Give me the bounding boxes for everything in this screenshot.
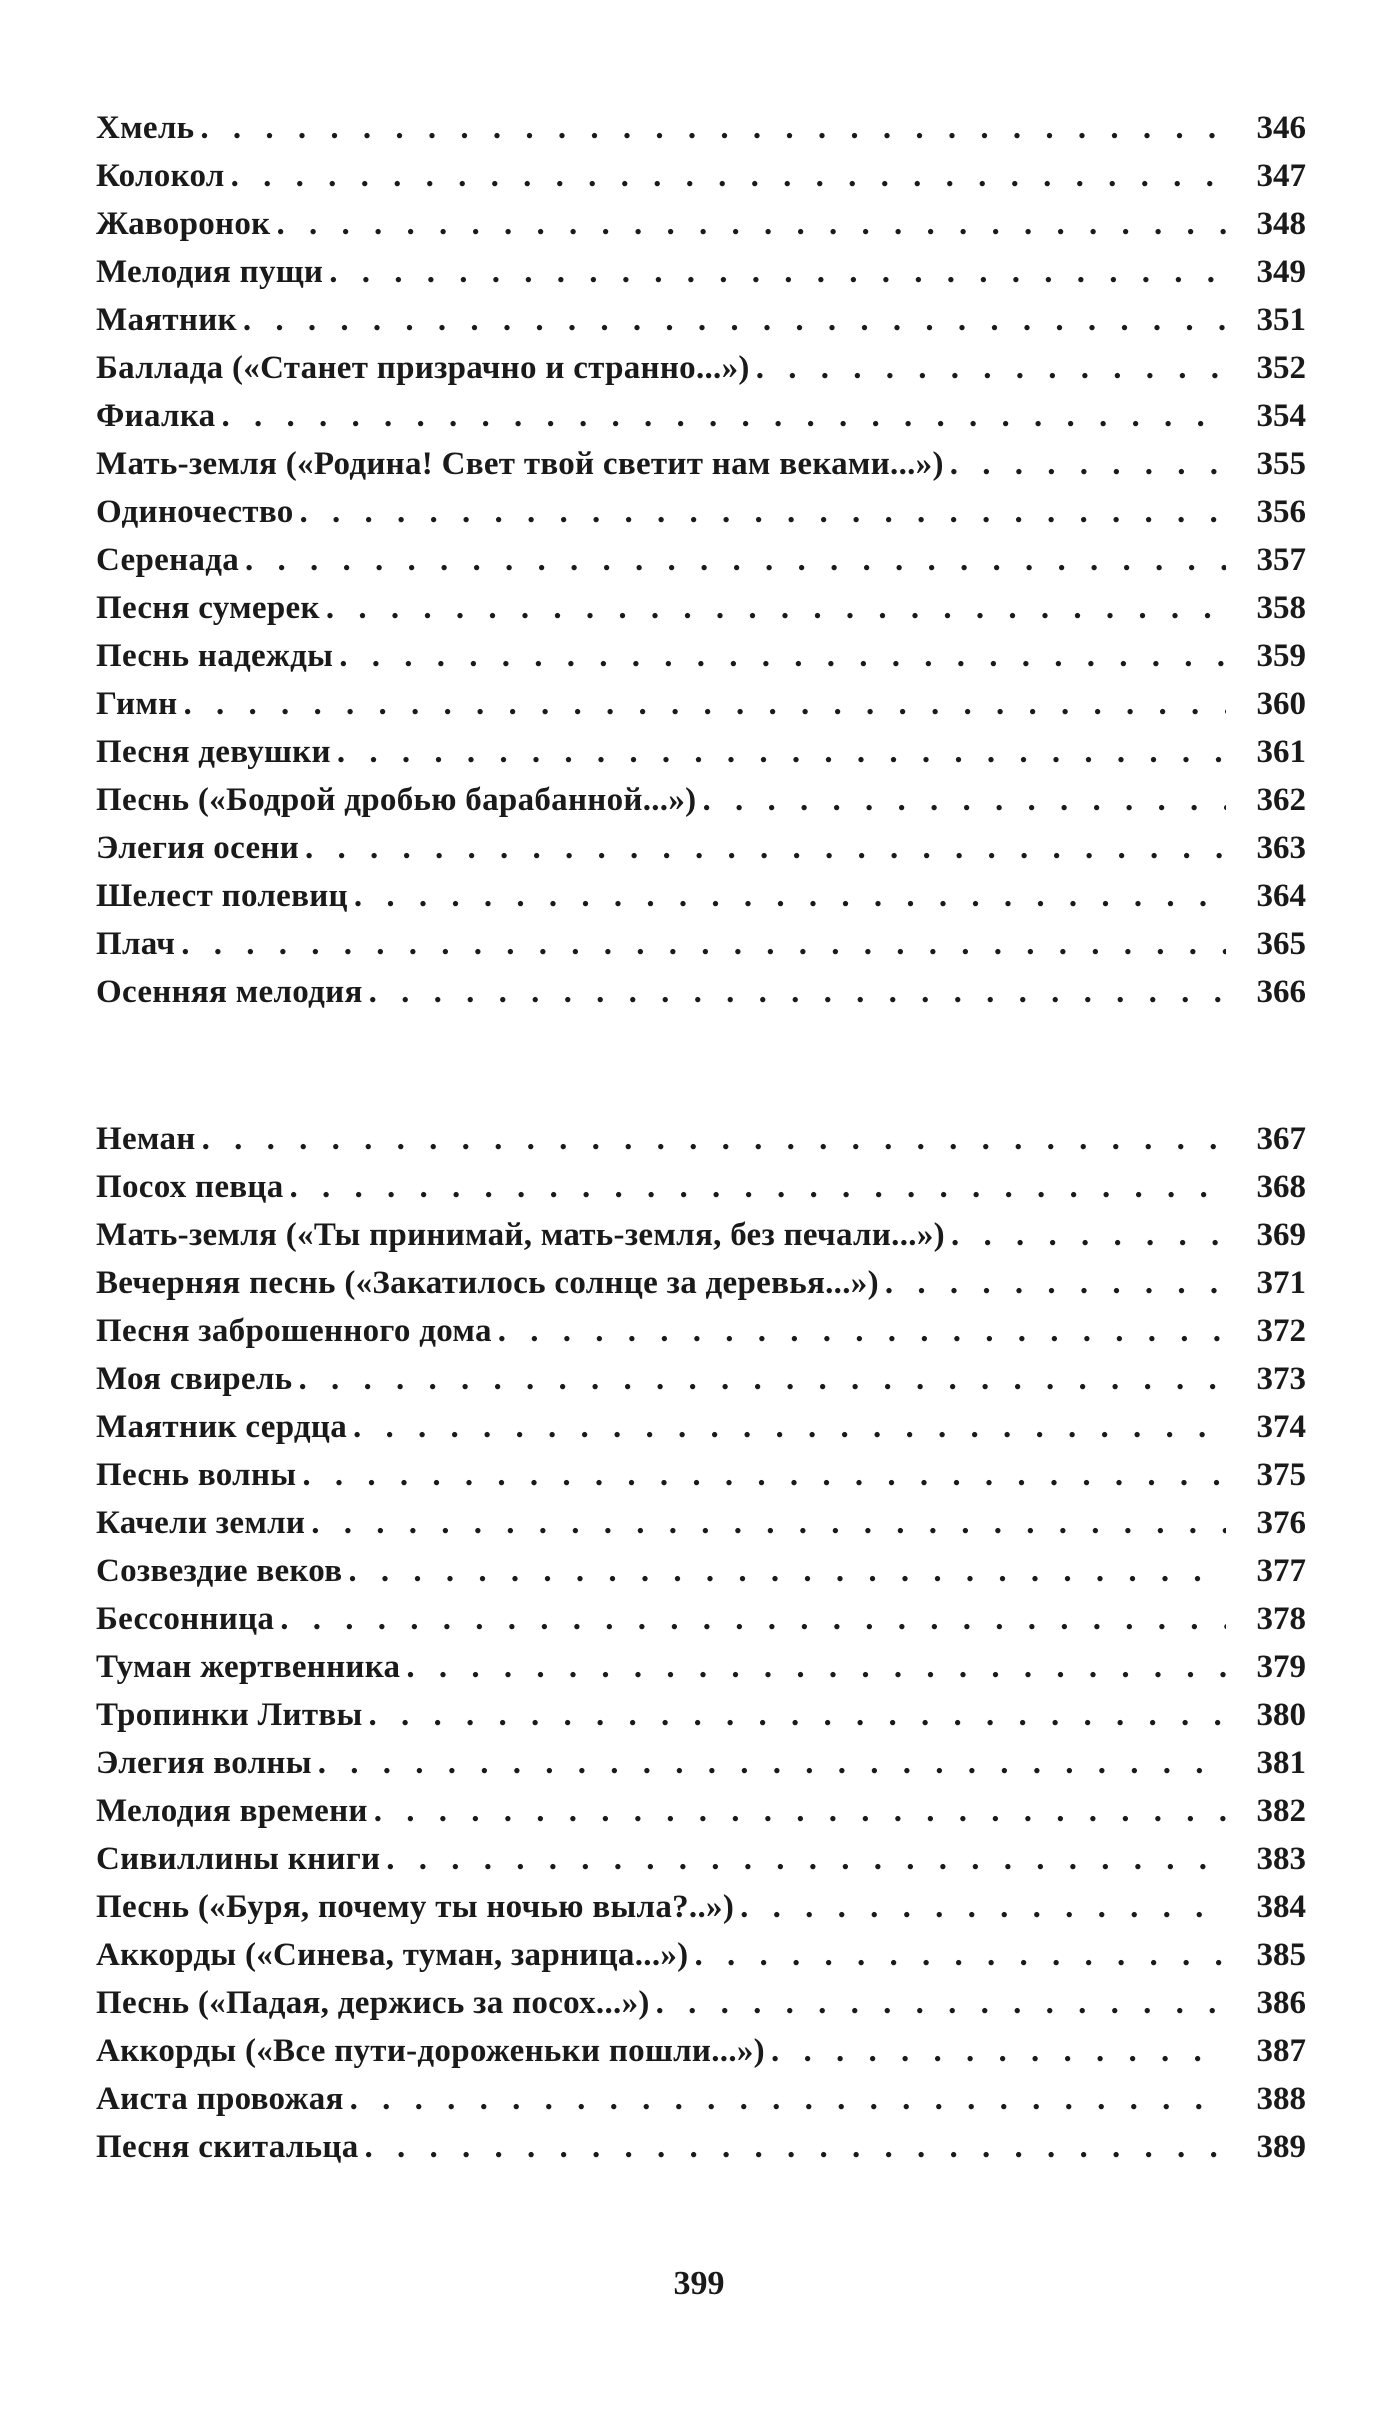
toc-entry-title: Мелодия времени	[96, 1793, 368, 1829]
toc-entry-page: 369	[1256, 1217, 1306, 1253]
toc-entry-title: Туман жертвенника	[96, 1649, 401, 1685]
dot-leader	[885, 1259, 1226, 1307]
toc-entry-page: 351	[1256, 302, 1306, 338]
toc-entry-title: Качели земли	[96, 1505, 306, 1541]
toc-entry-title: Аккорды («Все пути-дороженьки пошли...»)	[96, 2033, 765, 2069]
toc-entry-page: 362	[1256, 782, 1306, 818]
toc-entry-page: 359	[1256, 638, 1306, 674]
toc-entry-page: 371	[1256, 1265, 1306, 1301]
toc-entry	[96, 1883, 1306, 1931]
dot-leader	[950, 440, 1226, 488]
toc-entry	[96, 1643, 1306, 1691]
toc-entry	[96, 728, 1306, 776]
toc-entry-title: Элегия осени	[96, 830, 300, 866]
toc-entry-title: Серенада	[96, 542, 239, 578]
dot-leader	[498, 1307, 1226, 1355]
dot-leader	[374, 1787, 1226, 1835]
toc-entry	[96, 1307, 1306, 1355]
toc-entry-title: Моя свирель	[96, 1361, 293, 1397]
toc-entry	[96, 200, 1306, 248]
toc-entry-title: Песнь («Падая, держись за посох...»)	[96, 1985, 650, 2021]
dot-leader	[740, 1883, 1226, 1931]
toc-entry-title: Мать-земля («Родина! Свет твой светит нам веками...»)	[96, 446, 944, 482]
dot-leader	[311, 1499, 1226, 1547]
toc-entry-title: Жаворонок	[96, 206, 271, 242]
toc-entry-page: 379	[1256, 1649, 1306, 1685]
dot-leader	[365, 2123, 1226, 2171]
toc-entry-page: 381	[1256, 1745, 1306, 1781]
toc-entry-page: 360	[1256, 686, 1306, 722]
dot-leader	[326, 584, 1226, 632]
toc-entry-title: Мелодия пущи	[96, 254, 324, 290]
dot-leader	[300, 488, 1226, 536]
toc-entry	[96, 536, 1306, 584]
dot-leader	[231, 152, 1226, 200]
toc-entry-title: Осенняя мелодия	[96, 974, 363, 1010]
toc-entry-title: Песня девушки	[96, 734, 331, 770]
toc-entry-title: Песнь («Бодрой дробью барабанной...»)	[96, 782, 697, 818]
toc-entry-page: 348	[1256, 206, 1306, 242]
dot-leader	[318, 1739, 1226, 1787]
dot-leader	[350, 2075, 1226, 2123]
toc-entry-title: Плач	[96, 926, 176, 962]
dot-leader	[353, 1403, 1226, 1451]
dot-leader	[406, 1643, 1226, 1691]
toc-entry-title: Гимн	[96, 686, 178, 722]
toc-entry	[96, 392, 1306, 440]
dot-leader	[386, 1835, 1226, 1883]
toc-entry	[96, 1691, 1306, 1739]
toc-entry	[96, 1211, 1306, 1259]
toc-entry-title: Вечерняя песнь («Закатилось солнце за деревья...»)	[96, 1265, 879, 1301]
dot-leader	[702, 776, 1226, 824]
toc-entry-page: 376	[1256, 1505, 1306, 1541]
page-number: 399	[673, 2265, 725, 2302]
toc-entry-page: 355	[1256, 446, 1306, 482]
toc-entry	[96, 2027, 1306, 2075]
dot-leader	[202, 1115, 1226, 1163]
toc-entry	[96, 920, 1306, 968]
dot-leader	[339, 632, 1226, 680]
dot-leader	[369, 968, 1226, 1016]
toc-entry	[96, 296, 1306, 344]
dot-leader	[298, 1355, 1226, 1403]
toc-entry-page: 378	[1256, 1601, 1306, 1637]
dot-leader	[200, 104, 1226, 152]
dot-leader	[329, 248, 1226, 296]
toc-entry	[96, 1499, 1306, 1547]
toc-entry-title: Бессонница	[96, 1601, 275, 1637]
toc-section-1	[96, 104, 1306, 1016]
toc-entry	[96, 1835, 1306, 1883]
dot-leader	[280, 1595, 1226, 1643]
toc-entry	[96, 152, 1306, 200]
toc-entry-title: Маятник сердца	[96, 1409, 348, 1445]
dot-leader	[302, 1451, 1226, 1499]
toc-entry	[96, 1979, 1306, 2027]
toc-entry-title: Шелест полевиц	[96, 878, 348, 914]
toc-entry	[96, 2123, 1306, 2171]
toc-entry-page: 384	[1256, 1889, 1306, 1925]
toc-entry-title: Маятник	[96, 302, 237, 338]
toc-entry	[96, 776, 1306, 824]
toc-entry-page: 358	[1256, 590, 1306, 626]
toc-entry-title: Неман	[96, 1121, 196, 1157]
toc-entry-page: 356	[1256, 494, 1306, 530]
toc-entry-page: 377	[1256, 1553, 1306, 1589]
dot-leader	[181, 920, 1226, 968]
toc-entry-page: 364	[1256, 878, 1306, 914]
toc-entry-page: 374	[1256, 1409, 1306, 1445]
toc-entry-title: Созвездие веков	[96, 1553, 343, 1589]
toc-entry-title: Аккорды («Синева, туман, зарница...»)	[96, 1937, 689, 1973]
toc-entry	[96, 440, 1306, 488]
toc-entry	[96, 1355, 1306, 1403]
toc-entry	[96, 968, 1306, 1016]
toc-entry-page: 361	[1256, 734, 1306, 770]
toc-entry-title: Мать-земля («Ты принимай, мать-земля, без печали...»)	[96, 1217, 945, 1253]
toc-entry	[96, 1259, 1306, 1307]
toc-entry	[96, 1931, 1306, 1979]
toc-entry-page: 385	[1256, 1937, 1306, 1973]
toc-section-2	[96, 1115, 1306, 2171]
toc-entry-title: Хмель	[96, 110, 195, 146]
toc-entry	[96, 1787, 1306, 1835]
toc-entry-page: 365	[1256, 926, 1306, 962]
toc-entry-title: Одиночество	[96, 494, 294, 530]
toc-entry-title: Баллада («Станет призрачно и странно...»)	[96, 350, 750, 386]
toc-entry-title: Песнь надежды	[96, 638, 334, 674]
dot-leader	[656, 1979, 1226, 2027]
toc-entry-title: Песнь («Буря, почему ты ночью выла?..»)	[96, 1889, 735, 1925]
dot-leader	[243, 296, 1226, 344]
toc-entry-page: 367	[1256, 1121, 1306, 1157]
dot-leader	[183, 680, 1226, 728]
toc-entry-page: 352	[1256, 350, 1306, 386]
dot-leader	[337, 728, 1226, 776]
dot-leader	[276, 200, 1226, 248]
toc-entry-title: Сивиллины книги	[96, 1841, 381, 1877]
dot-leader	[290, 1163, 1226, 1211]
toc-entry	[96, 872, 1306, 920]
dot-leader	[354, 872, 1226, 920]
toc-entry-page: 363	[1256, 830, 1306, 866]
toc-entry	[96, 1163, 1306, 1211]
toc-entry-title: Тропинки Литвы	[96, 1697, 363, 1733]
toc-entry-page: 375	[1256, 1457, 1306, 1493]
toc-entry-page: 389	[1256, 2129, 1306, 2165]
toc-entry-title: Песнь волны	[96, 1457, 297, 1493]
toc-entry-page: 388	[1256, 2081, 1306, 2117]
dot-leader	[305, 824, 1226, 872]
dot-leader	[694, 1931, 1226, 1979]
toc-entry-title: Песня скитальца	[96, 2129, 359, 2165]
toc-entry	[96, 344, 1306, 392]
toc-entry-page: 357	[1256, 542, 1306, 578]
toc-entry-title: Элегия волны	[96, 1745, 312, 1781]
toc-entry-page: 354	[1256, 398, 1306, 434]
toc-entry	[96, 1739, 1306, 1787]
toc-entry-page: 387	[1256, 2033, 1306, 2069]
toc-entry-page: 386	[1256, 1985, 1306, 2021]
toc-entry-title: Фиалка	[96, 398, 216, 434]
toc-entry-title: Посох певца	[96, 1169, 284, 1205]
toc-entry-page: 373	[1256, 1361, 1306, 1397]
toc-entry	[96, 584, 1306, 632]
dot-leader	[221, 392, 1226, 440]
toc-entry-page: 368	[1256, 1169, 1306, 1205]
toc-entry-page: 347	[1256, 158, 1306, 194]
toc-entry	[96, 1403, 1306, 1451]
toc-entry	[96, 632, 1306, 680]
toc-entry-page: 366	[1256, 974, 1306, 1010]
toc-entry	[96, 488, 1306, 536]
toc-entry-page: 380	[1256, 1697, 1306, 1733]
toc-entry	[96, 680, 1306, 728]
toc-entry-title: Аиста провожая	[96, 2081, 344, 2117]
toc-entry	[96, 2075, 1306, 2123]
toc-entry	[96, 824, 1306, 872]
toc-entry-page: 349	[1256, 254, 1306, 290]
toc-entry	[96, 1547, 1306, 1595]
toc-entry	[96, 1115, 1306, 1163]
dot-leader	[951, 1211, 1226, 1259]
toc-entry	[96, 1595, 1306, 1643]
toc-entry	[96, 104, 1306, 152]
toc-entry	[96, 1451, 1306, 1499]
dot-leader	[348, 1547, 1226, 1595]
dot-leader	[369, 1691, 1226, 1739]
toc-entry-title: Песня сумерек	[96, 590, 320, 626]
dot-leader	[771, 2027, 1226, 2075]
toc-entry-page: 346	[1256, 110, 1306, 146]
toc-entry-page: 372	[1256, 1313, 1306, 1349]
dot-leader	[756, 344, 1226, 392]
dot-leader	[245, 536, 1226, 584]
toc-entry-title: Песня заброшенного дома	[96, 1313, 492, 1349]
toc-entry-page: 382	[1256, 1793, 1306, 1829]
toc-entry-page: 383	[1256, 1841, 1306, 1877]
toc-entry-title: Колокол	[96, 158, 225, 194]
toc-entry	[96, 248, 1306, 296]
